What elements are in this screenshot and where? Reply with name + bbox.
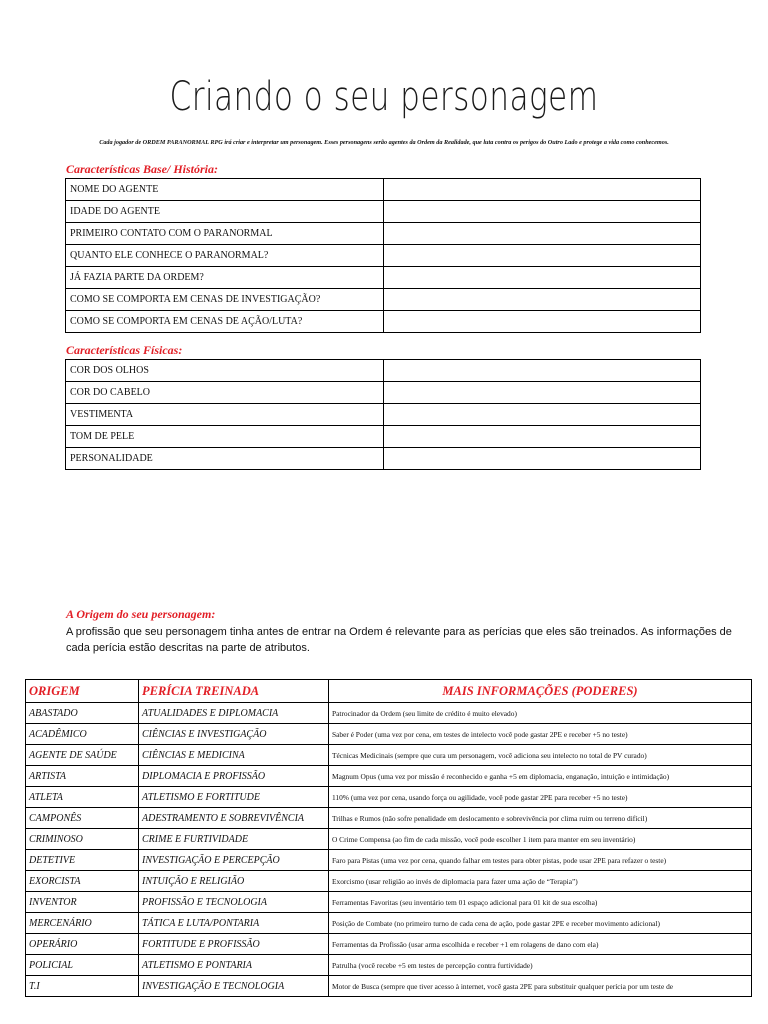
power-info: Trilhas e Rumos (não sofre penalidade em deslocamento e sobrevivência por clima ruim ou terreno difícil) [329, 808, 752, 829]
power-info: Magnum Opus (uma vez por missão é reconhecido e ganha +5 em diplomacia, enganação, intuição e intimidação) [329, 766, 752, 787]
form-answer-cell[interactable] [384, 245, 701, 267]
form-label: NOME DO AGENTE [66, 179, 384, 201]
trained-skill: PROFISSÃO E TECNOLOGIA [139, 892, 329, 913]
form-label: QUANTO ELE CONHECE O PARANORMAL? [66, 245, 384, 267]
page-title: Criando o seu personagem [169, 74, 599, 120]
origin-name: CRIMINOSO [26, 829, 139, 850]
physical-table [65, 359, 701, 470]
form-answer-cell[interactable] [384, 448, 701, 470]
form-row [66, 426, 701, 448]
header-origem: ORIGEM [26, 680, 139, 703]
trained-skill: CIÊNCIAS E MEDICINA [139, 745, 329, 766]
form-label: VESTIMENTA [66, 404, 384, 426]
physical-heading: Características Físicas: [66, 343, 183, 357]
form-row [66, 360, 701, 382]
table-row [26, 955, 752, 976]
table-row [26, 724, 752, 745]
header-info: MAIS INFORMAÇÕES (PODERES) [329, 680, 752, 703]
trained-skill: ATLETISMO E PONTARIA [139, 955, 329, 976]
trained-skill: TÁTICA E LUTA/PONTARIA [139, 913, 329, 934]
form-label: COMO SE COMPORTA EM CENAS DE INVESTIGAÇÃO? [66, 289, 384, 311]
table-row [26, 934, 752, 955]
origins-header-row [26, 680, 752, 703]
table-row [26, 766, 752, 787]
origin-name: ATLETA [26, 787, 139, 808]
form-answer-cell[interactable] [384, 267, 701, 289]
origin-name: ABASTADO [26, 703, 139, 724]
trained-skill: FORTITUDE E PROFISSÃO [139, 934, 329, 955]
origin-name: ARTISTA [26, 766, 139, 787]
form-row [66, 267, 701, 289]
trained-skill: ATLETISMO E FORTITUDE [139, 787, 329, 808]
trained-skill: INVESTIGAÇÃO E TECNOLOGIA [139, 976, 329, 997]
trained-skill: INTUIÇÃO E RELIGIÃO [139, 871, 329, 892]
base-heading: Características Base/ História: [66, 162, 219, 176]
power-info: Exorcismo (usar religião ao invés de diplomacia para fazer uma ação de “Terapia”) [329, 871, 752, 892]
table-row [26, 787, 752, 808]
power-info: O Crime Compensa (ao fim de cada missão, você pode escolher 1 item para manter em seu inventário) [329, 829, 752, 850]
form-label: COR DOS OLHOS [66, 360, 384, 382]
form-row [66, 179, 701, 201]
origin-name: CAMPONÊS [26, 808, 139, 829]
form-label: JÁ FAZIA PARTE DA ORDEM? [66, 267, 384, 289]
form-label: IDADE DO AGENTE [66, 201, 384, 223]
table-row [26, 829, 752, 850]
power-info: Posição de Combate (no primeiro turno de cada cena de ação, pode gastar 2PE e receber movimento adicional) [329, 913, 752, 934]
power-info: Patrocinador da Ordem (seu limite de crédito é muito elevado) [329, 703, 752, 724]
table-row [26, 808, 752, 829]
origin-name: POLICIAL [26, 955, 139, 976]
origin-name: AGENTE DE SAÚDE [26, 745, 139, 766]
intro-text: Cada jogador de ORDEM PARANORMAL RPG irá criar e interpretar um personagem. Esses personagens serão agentes da Ordem da Realidade, que luta contra os perigos do Outro Lado e protege a vida como conhecemos. [99, 139, 669, 146]
origin-name: DETETIVE [26, 850, 139, 871]
table-row [26, 976, 752, 997]
form-answer-cell[interactable] [384, 179, 701, 201]
power-info: Técnicas Medicinais (sempre que cura um personagem, você adiciona seu intelecto no total de PV curado) [329, 745, 752, 766]
trained-skill: CRIME E FURTIVIDADE [139, 829, 329, 850]
table-row [26, 745, 752, 766]
form-row [66, 448, 701, 470]
form-label: PERSONALIDADE [66, 448, 384, 470]
form-row [66, 289, 701, 311]
table-row [26, 850, 752, 871]
form-answer-cell[interactable] [384, 289, 701, 311]
header-pericia: PERÍCIA TREINADA [139, 680, 329, 703]
form-answer-cell[interactable] [384, 311, 701, 333]
origin-heading: A Origem do seu personagem: [66, 607, 216, 621]
form-row [66, 404, 701, 426]
origin-description: A profissão que seu personagem tinha antes de entrar na Ordem é relevante para as perícias que eles são treinados. As informações de cada perícia estão descritas na parte de atributos. [66, 626, 732, 654]
origin-name: T.I [26, 976, 139, 997]
form-label: COMO SE COMPORTA EM CENAS DE AÇÃO/LUTA? [66, 311, 384, 333]
trained-skill: INVESTIGAÇÃO E PERCEPÇÃO [139, 850, 329, 871]
form-label: TOM DE PELE [66, 426, 384, 448]
base-table [65, 178, 701, 333]
trained-skill: CIÊNCIAS E INVESTIGAÇÃO [139, 724, 329, 745]
origin-name: ACADÊMICO [26, 724, 139, 745]
form-answer-cell[interactable] [384, 223, 701, 245]
trained-skill: DIPLOMACIA E PROFISSÃO [139, 766, 329, 787]
form-row [66, 201, 701, 223]
origin-name: INVENTOR [26, 892, 139, 913]
form-answer-cell[interactable] [384, 201, 701, 223]
power-info: Patrulha (você recebe +5 em testes de percepção contra furtividade) [329, 955, 752, 976]
power-info: Ferramentas da Profissão (usar arma escolhida e receber +1 em rolagens de dano com ela) [329, 934, 752, 955]
table-row [26, 871, 752, 892]
form-row [66, 223, 701, 245]
origin-name: EXORCISTA [26, 871, 139, 892]
origin-name: OPERÁRIO [26, 934, 139, 955]
form-answer-cell[interactable] [384, 360, 701, 382]
form-row [66, 245, 701, 267]
table-row [26, 892, 752, 913]
trained-skill: ATUALIDADES E DIPLOMACIA [139, 703, 329, 724]
origins-table [25, 679, 752, 997]
table-row [26, 703, 752, 724]
form-label: PRIMEIRO CONTATO COM O PARANORMAL [66, 223, 384, 245]
power-info: Saber é Poder (uma vez por cena, em testes de intelecto você pode gastar 2PE e receber +5 no teste) [329, 724, 752, 745]
form-row [66, 382, 701, 404]
table-row [26, 913, 752, 934]
trained-skill: ADESTRAMENTO E SOBREVIVÊNCIA [139, 808, 329, 829]
power-info: Faro para Pistas (uma vez por cena, quando falhar em testes para obter pistas, pode usar 2PE para refazer o teste) [329, 850, 752, 871]
power-info: Ferramentas Favoritas (seu inventário tem 01 espaço adicional para 01 kit de sua escolha) [329, 892, 752, 913]
form-label: COR DO CABELO [66, 382, 384, 404]
form-answer-cell[interactable] [384, 426, 701, 448]
form-row [66, 311, 701, 333]
form-answer-cell[interactable] [384, 404, 701, 426]
power-info: 110% (uma vez por cena, usando força ou agilidade, você pode gastar 2PE para receber +5 no teste) [329, 787, 752, 808]
form-answer-cell[interactable] [384, 382, 701, 404]
origin-name: MERCENÁRIO [26, 913, 139, 934]
power-info: Motor de Busca (sempre que tiver acesso à internet, você gasta 2PE para substituir qualquer perícia por um teste de [329, 976, 752, 997]
